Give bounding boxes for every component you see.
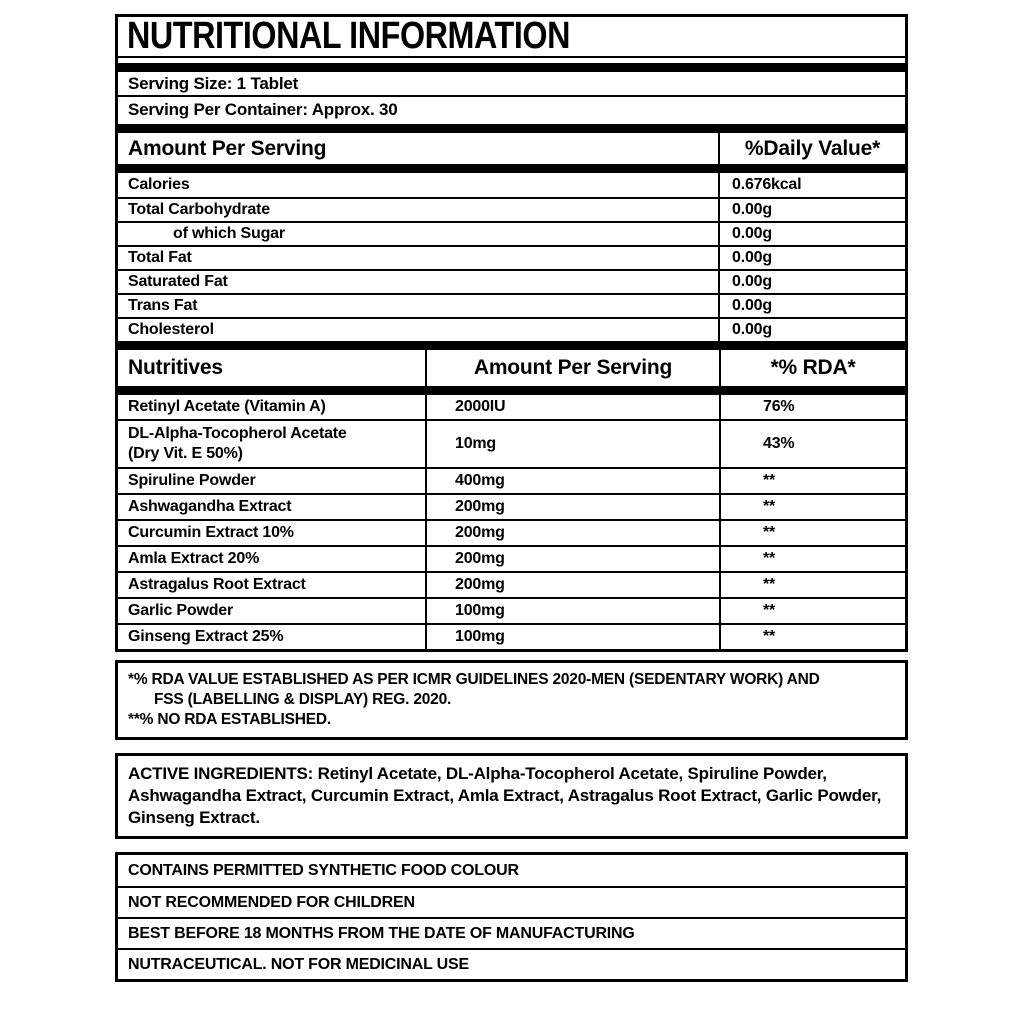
nutritive-name: Amla Extract 20% xyxy=(128,550,260,567)
nutritive-amount: 200mg xyxy=(425,573,719,597)
table-row xyxy=(118,519,905,545)
nutritive-amount: 200mg xyxy=(425,547,719,571)
nutrient-label: Saturated Fat xyxy=(128,273,228,290)
nutrient-value: 0.00g xyxy=(718,223,905,245)
serving-per-container-row xyxy=(118,97,905,122)
divider-bar xyxy=(118,164,905,173)
nutritive-name: Astragalus Root Extract xyxy=(128,576,306,593)
amount-per-serving-header: Amount Per Serving xyxy=(128,136,327,160)
nutritive-name: Retinyl Acetate (Vitamin A) xyxy=(128,398,326,415)
statements-table xyxy=(115,852,908,982)
nutritive-rda: 43% xyxy=(719,421,905,467)
nutritive-amount: 400mg xyxy=(425,469,719,493)
nutritive-name: Garlic Powder xyxy=(128,602,233,619)
divider-bar xyxy=(118,341,905,350)
active-ingredients-text: Retinyl Acetate, DL-Alpha-Tocopherol Acetate, Spiruline Powder, Ashwagandha Extract, Curcumin Extract, Amla Extract, Astragalus Root Extract, Garlic Powder, Ginseng Extract. xyxy=(128,764,882,827)
rda-footnote-box xyxy=(115,660,908,740)
nutrition-label xyxy=(115,14,908,982)
nutritive-rda: ** xyxy=(719,469,905,493)
nutrient-value: 0.00g xyxy=(718,247,905,269)
amount-header: Amount Per Serving xyxy=(425,350,719,386)
nutrient-label: Total Fat xyxy=(128,249,192,266)
daily-table-header xyxy=(118,133,905,164)
nutrient-label: Total Carbohydrate xyxy=(128,201,270,218)
rda-header: *% RDA* xyxy=(719,350,905,386)
table-row xyxy=(118,545,905,571)
divider-bar xyxy=(118,124,905,133)
table-row xyxy=(118,173,905,197)
nutrient-label: of which Sugar xyxy=(173,225,285,242)
table-row xyxy=(118,395,905,419)
nutritive-rda: ** xyxy=(719,625,905,649)
table-row xyxy=(118,245,905,269)
table-row xyxy=(118,317,905,341)
nutritive-rda: ** xyxy=(719,599,905,623)
nutrition-facts-table xyxy=(115,14,908,652)
nutrient-label: Cholesterol xyxy=(128,321,214,338)
nutritive-rda: ** xyxy=(719,521,905,545)
nutrient-value: 0.00g xyxy=(718,199,905,221)
divider-bar xyxy=(118,386,905,395)
table-row xyxy=(118,221,905,245)
nutritive-name: Spiruline Powder xyxy=(128,472,256,489)
nutritive-rda: ** xyxy=(719,495,905,519)
active-ingredients-box xyxy=(115,753,908,839)
active-ingredients-label: ACTIVE INGREDIENTS: xyxy=(128,764,314,783)
nutrient-label: Calories xyxy=(128,176,190,193)
nutrient-label: Trans Fat xyxy=(128,297,198,314)
nutritive-rda: 76% xyxy=(719,395,905,419)
rda-footnote-line2: FSS (LABELLING & DISPLAY) REG. 2020. xyxy=(154,691,452,708)
nutritives-table-header xyxy=(118,350,905,386)
table-row xyxy=(118,419,905,467)
statement-row: CONTAINS PERMITTED SYNTHETIC FOOD COLOUR xyxy=(128,861,519,879)
nutritive-rda: ** xyxy=(719,573,905,597)
nutritive-name: Ashwagandha Extract xyxy=(128,498,292,515)
nutritive-name: Ginseng Extract 25% xyxy=(128,628,284,645)
daily-value-header: %Daily Value* xyxy=(718,133,905,164)
table-row xyxy=(118,293,905,317)
nutrient-value: 0.00g xyxy=(718,319,905,341)
daily-table-body xyxy=(118,173,905,341)
nutrient-value: 0.00g xyxy=(718,271,905,293)
serving-size-text: Serving Size: 1 Tablet xyxy=(128,73,299,93)
rda-footnote-line1: *% RDA VALUE ESTABLISHED AS PER ICMR GUIDELINES 2020-MEN (SEDENTARY WORK) AND xyxy=(128,671,820,688)
table-row xyxy=(118,197,905,221)
table-row xyxy=(118,467,905,493)
serving-per-container-text: Serving Per Container: Approx. 30 xyxy=(128,99,398,119)
nutritive-name: Curcumin Extract 10% xyxy=(128,524,294,541)
statement-row: NOT RECOMMENDED FOR CHILDREN xyxy=(118,886,905,917)
table-row xyxy=(118,597,905,623)
nutrient-value: 0.676kcal xyxy=(718,173,905,197)
nutritives-header: Nutritives xyxy=(128,356,223,379)
nutritive-amount: 200mg xyxy=(425,495,719,519)
table-row xyxy=(118,623,905,649)
serving-size-row xyxy=(118,72,905,97)
table-row xyxy=(118,269,905,293)
label-title-row xyxy=(118,17,905,58)
nutritive-amount: 200mg xyxy=(425,521,719,545)
nutritive-amount: 2000IU xyxy=(425,395,719,419)
statement-row: NUTRACEUTICAL. NOT FOR MEDICINAL USE xyxy=(118,948,905,979)
table-row xyxy=(118,493,905,519)
statement-row: BEST BEFORE 18 MONTHS FROM THE DATE OF MANUFACTURING xyxy=(118,917,905,948)
divider-bar xyxy=(118,63,905,72)
nutritives-table-body xyxy=(118,395,905,649)
table-row xyxy=(118,571,905,597)
nutritive-amount: 100mg xyxy=(425,625,719,649)
label-title: NUTRITIONAL INFORMATION xyxy=(127,17,570,57)
nutritive-rda: ** xyxy=(719,547,905,571)
nutritive-amount: 10mg xyxy=(425,421,719,467)
nutritive-amount: 100mg xyxy=(425,599,719,623)
nutrient-value: 0.00g xyxy=(718,295,905,317)
nutritive-name: DL-Alpha-Tocopherol Acetate (Dry Vit. E 50%) xyxy=(128,425,347,462)
rda-footnote-line3: **% NO RDA ESTABLISHED. xyxy=(128,711,331,728)
